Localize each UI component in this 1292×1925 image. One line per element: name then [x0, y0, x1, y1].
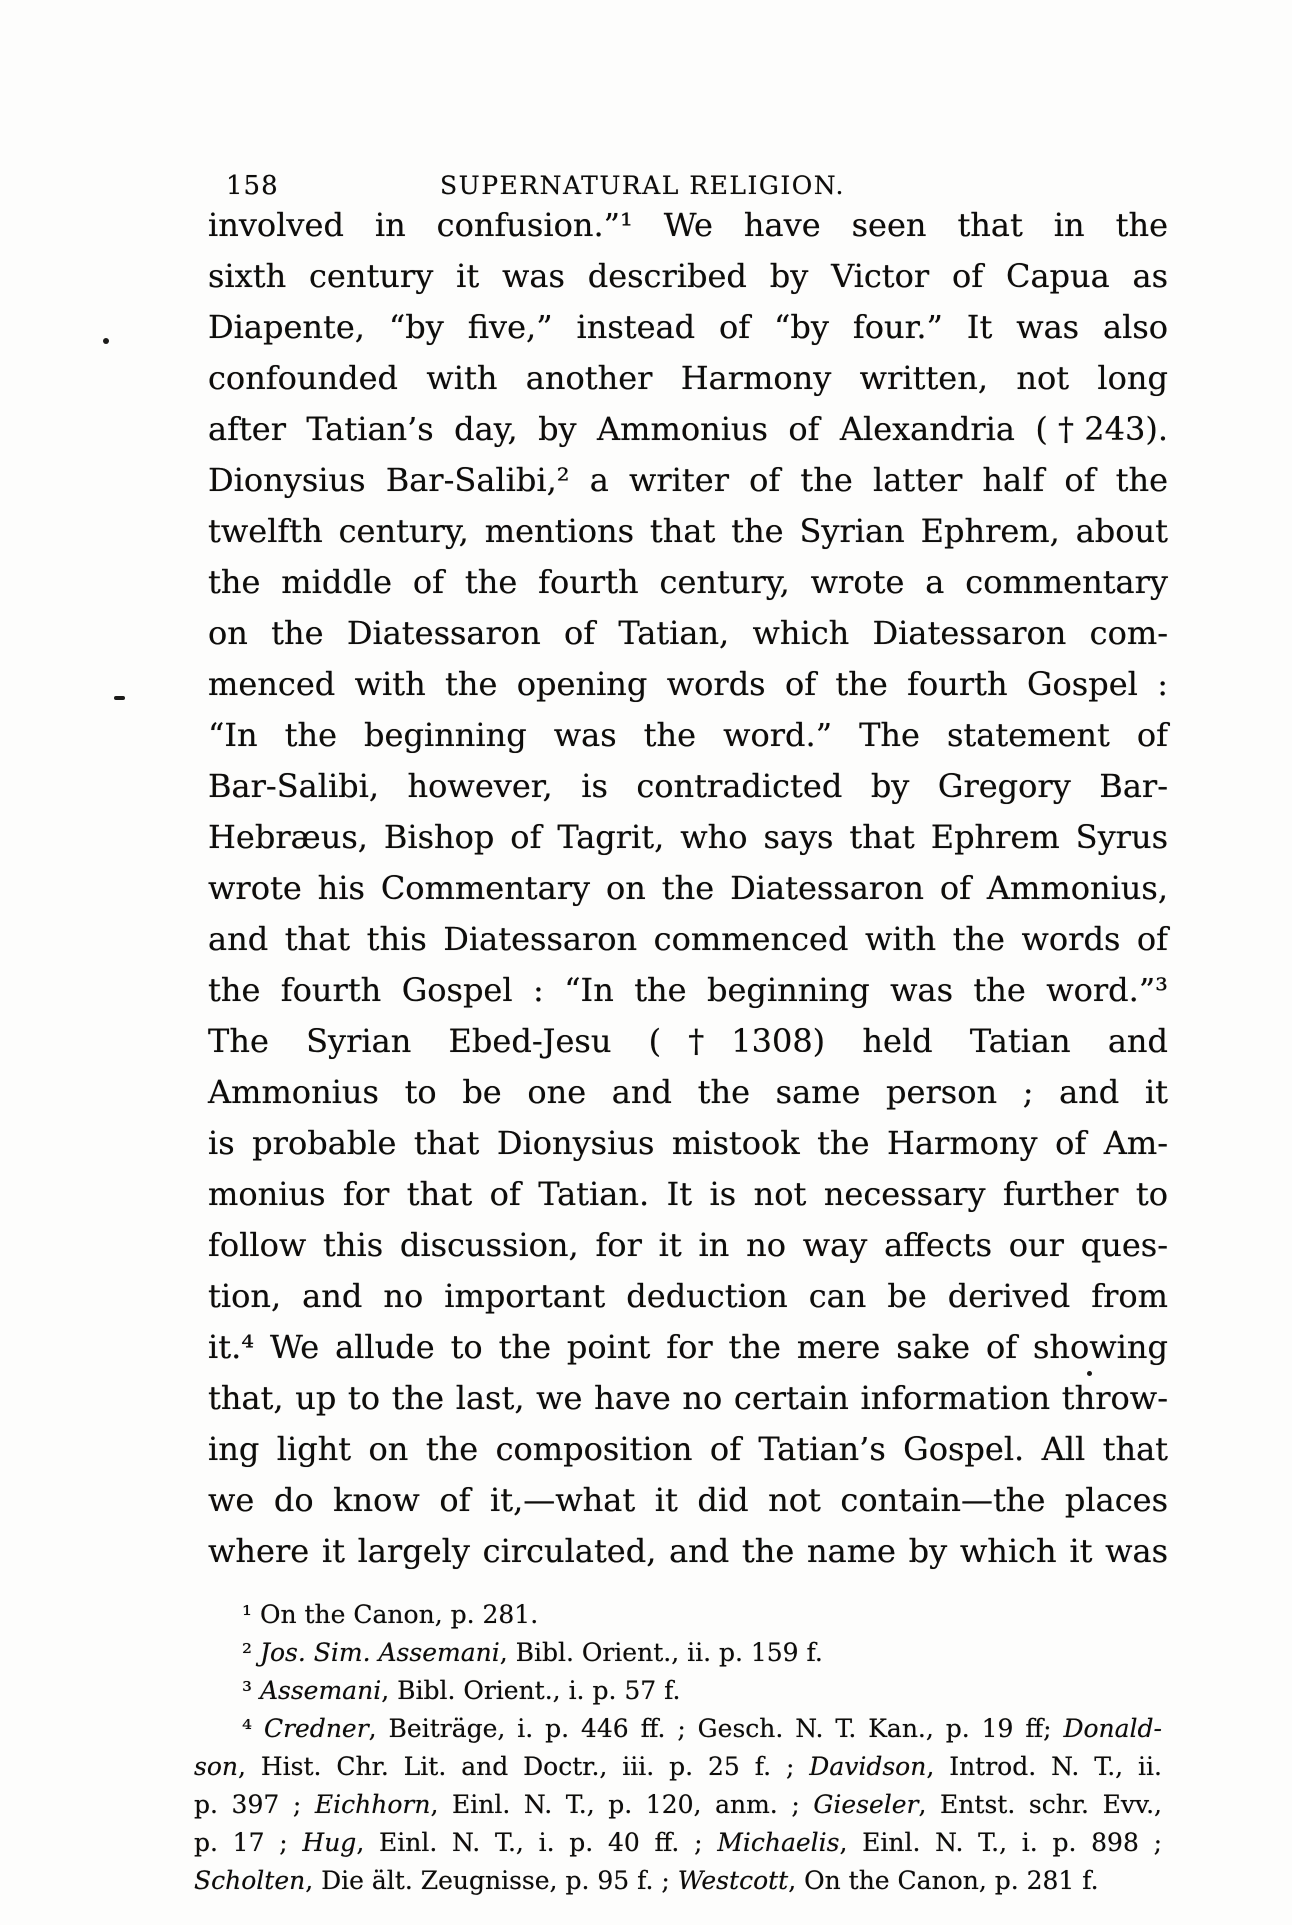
text-line: and that this Diatessaron commenced with the words of: [208, 920, 1168, 958]
footnote-text: , Einl. N. T., i. p. 40 ff. ;: [356, 1828, 718, 1857]
footnote-text: , Einl. N. T., p. 120, anm. ;: [430, 1790, 814, 1819]
text-line: ing light on the composition of Tatian’s Gospel. All that: [208, 1430, 1168, 1468]
text-line: confounded with another Harmony written, not long: [208, 359, 1168, 397]
text-line: we do know of it,—what it did not contain—the places: [208, 1481, 1168, 1519]
text-line: Bar-Salibi, however, is contradicted by Gregory Bar-: [208, 767, 1168, 805]
footnote-author-italic: Michaelis: [717, 1828, 840, 1857]
running-head: [0, 170, 1292, 204]
text-line: tion, and no important deduction can be derived from: [208, 1277, 1168, 1315]
footnote-text: ⁴: [242, 1714, 264, 1743]
footnote-line: [194, 1786, 1162, 1824]
footnote-text: , Die ält. Zeugnisse, p. 95 f. ;: [305, 1866, 678, 1895]
footnote-text: , Beiträge, i. p. 446 ff. ; Gesch. N. T. Kan., p. 19 ff;: [368, 1714, 1064, 1743]
footnote-text: p. 397 ;: [194, 1790, 315, 1819]
ink-speck: [103, 338, 109, 344]
footnote-author-italic: Assemani: [259, 1676, 382, 1705]
footnote-author-italic: son: [194, 1752, 238, 1781]
footnote-text: ³: [242, 1676, 260, 1705]
footnote-text: , Entst. schr. Evv.,: [918, 1790, 1162, 1819]
running-title: SUPERNATURAL RELIGION.: [440, 171, 845, 200]
text-line: the fourth Gospel : “In the beginning was the word.”³: [208, 971, 1168, 1009]
text-line: wrote his Commentary on the Diatessaron of Ammonius,: [208, 869, 1168, 907]
text-line: is probable that Dionysius mistook the Harmony of Am-: [208, 1124, 1168, 1162]
text-line: follow this discussion, for it in no way affects our ques-: [208, 1226, 1168, 1264]
ink-speck: [1087, 1371, 1092, 1376]
footnote-text: , Introd. N. T., ii.: [926, 1752, 1162, 1781]
text-line: monius for that of Tatian. It is not necessary further to: [208, 1175, 1168, 1213]
text-line: after Tatian’s day, by Ammonius of Alexandria (†243).: [208, 410, 1168, 448]
ink-speck: [114, 696, 125, 700]
text-line: twelfth century, mentions that the Syrian Ephrem, about: [208, 512, 1168, 550]
footnote-line: [194, 1824, 1162, 1862]
text-line: “In the beginning was the word.” The statement of: [208, 716, 1168, 754]
text-line: on the Diatessaron of Tatian, which Diatessaron com-: [208, 614, 1168, 652]
text-line: the middle of the fourth century, wrote a commentary: [208, 563, 1168, 601]
body-text: [208, 200, 1168, 1577]
footnote-author-italic: Eichhorn: [314, 1790, 431, 1819]
footnote-author-italic: Scholten: [194, 1866, 306, 1895]
footnote-text: , Hist. Chr. Lit. and Doctr., iii. p. 25 f. ;: [237, 1752, 810, 1781]
text-line: it.⁴ We allude to the point for the mere sake of showing: [208, 1328, 1168, 1366]
footnote-author-italic: Davidson: [809, 1752, 927, 1781]
footnote-line: [194, 1862, 1162, 1900]
footnote-line: [194, 1748, 1162, 1786]
footnote-author-italic: Hug: [302, 1828, 357, 1857]
footnote-line: [194, 1596, 1162, 1634]
text-line: that, up to the last, we have no certain information throw-: [208, 1379, 1168, 1417]
page-number: 158: [226, 171, 279, 201]
footnote-text: ¹ On the Canon, p. 281.: [242, 1600, 539, 1629]
text-line: Diapente, “by five,” instead of “by four.” It was also: [208, 308, 1168, 346]
text-line: where it largely circulated, and the name by which it was: [208, 1532, 1168, 1570]
footnote-author-italic: Credner: [263, 1714, 369, 1743]
text-line: sixth century it was described by Victor of Capua as: [208, 257, 1168, 295]
footnote-author-italic: Westcott: [677, 1866, 789, 1895]
text-line: Hebræus, Bishop of Tagrit, who says that Ephrem Syrus: [208, 818, 1168, 856]
footnote-text: , On the Canon, p. 281 f.: [788, 1866, 1099, 1895]
footnotes: [194, 1596, 1162, 1900]
footnote-line: [194, 1634, 1162, 1672]
text-line: Ammonius to be one and the same person ; and it: [208, 1073, 1168, 1111]
footnote-text: , Bibl. Orient., ii. p. 159 f.: [499, 1638, 823, 1667]
footnote-text: p. 17 ;: [194, 1828, 303, 1857]
text-line: Dionysius Bar-Salibi,² a writer of the latter half of the: [208, 461, 1168, 499]
text-line: involved in confusion.”¹ We have seen that in the: [208, 206, 1168, 244]
footnote-text: , Einl. N. T., i. p. 898 ;: [839, 1828, 1163, 1857]
footnote-author-italic: Jos. Sim. Assemani: [259, 1638, 500, 1667]
footnote-text: , Bibl. Orient., i. p. 57 f.: [381, 1676, 681, 1705]
footnote-line: [194, 1672, 1162, 1710]
footnote-author-italic: Gieseler: [813, 1790, 919, 1819]
footnote-line: [194, 1710, 1162, 1748]
text-line: The Syrian Ebed-Jesu (†1308) held Tatian and: [208, 1022, 1168, 1060]
text-line: menced with the opening words of the fourth Gospel :: [208, 665, 1168, 703]
footnote-author-italic: Donald-: [1063, 1714, 1162, 1743]
footnote-text: ²: [242, 1638, 260, 1667]
